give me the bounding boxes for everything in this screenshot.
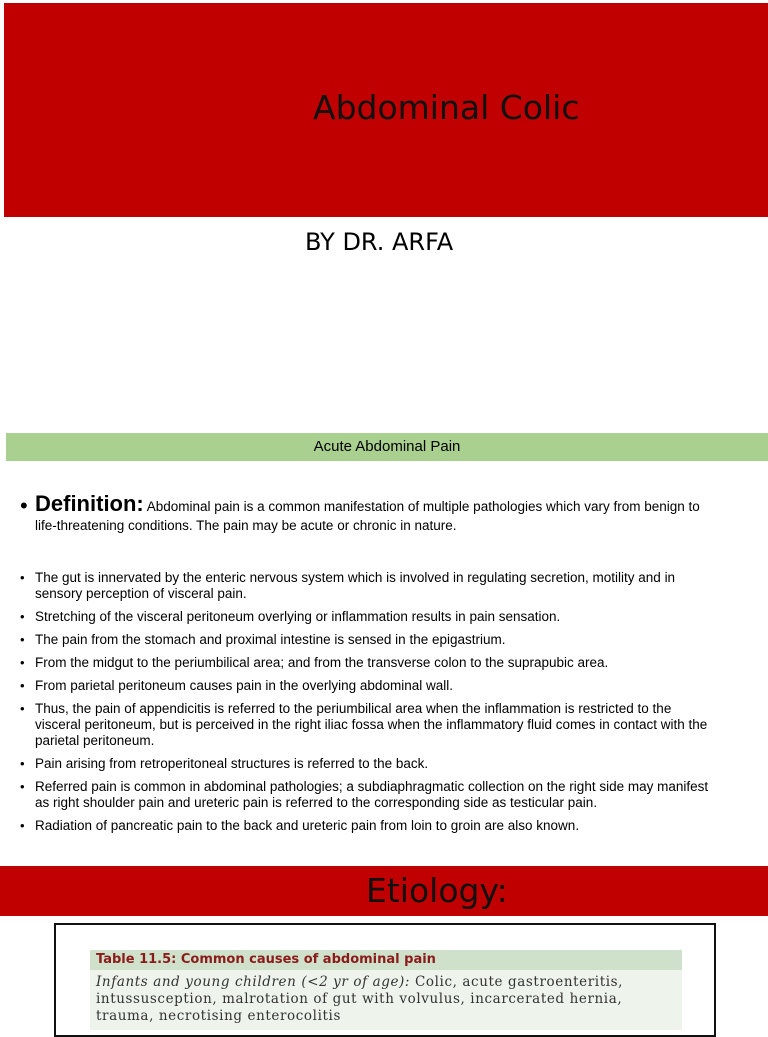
list-item: • Stretching of the visceral peritoneum overlying or inflammation results in pain sensation. — [20, 609, 710, 625]
list-item: • Referred pain is common in abdominal pathologies; a subdiaphragmatic collection on the right side may manifest as right shoulder pain and ureteric pain is referred to the corresponding side as testicular pain. — [20, 779, 710, 811]
list-item: • The pain from the stomach and proximal intestine is sensed in the epigastrium. — [20, 632, 710, 648]
section-header-bar — [6, 433, 768, 461]
table-row-text: Colic, acute gastroenteritis, intussusception, malrotation of gut with volvulus, incarcerated hernia, trauma, necrotising enterocolitis — [96, 974, 624, 1024]
table-row — [96, 974, 680, 1025]
bullet-list — [20, 570, 710, 841]
definition-paragraph — [35, 491, 720, 535]
table-row-label: Infants and young children (<2 yr of age): — [96, 974, 411, 990]
definition-label: Definition: — [35, 491, 144, 516]
slide-title: Abdominal Colic — [313, 88, 580, 127]
table-image — [54, 923, 716, 1037]
definition-block — [20, 491, 720, 535]
list-item: • Thus, the pain of appendicitis is referred to the periumbilical area when the inflammation is restricted to the visceral peritoneum, but is perceived in the right iliac fossa when the inflammatory fluid comes in contact with the parietal peritoneum. — [20, 701, 710, 749]
list-item: • Pain arising from retroperitoneal structures is referred to the back. — [20, 756, 710, 772]
author-line: BY DR. ARFA — [305, 228, 454, 256]
bullet-icon: • — [20, 493, 28, 518]
list-item: • From parietal peritoneum causes pain in the overlying abdominal wall. — [20, 678, 710, 694]
definition-text: Abdominal pain is a common manifestation of multiple pathologies which vary from benign to life-threatening conditions. The pain may be acute or chronic in nature. — [35, 499, 700, 533]
etiology-banner — [0, 866, 768, 916]
list-item: • The gut is innervated by the enteric nervous system which is involved in regulating secretion, motility and in sensory perception of visceral pain. — [20, 570, 710, 602]
list-item: • Radiation of pancreatic pain to the back and ureteric pain from loin to groin are also known. — [20, 818, 710, 834]
table-caption: Table 11.5: Common causes of abdominal pain — [90, 950, 682, 970]
etiology-title: Etiology: — [366, 871, 508, 910]
section-header-text: Acute Abdominal Pain — [313, 438, 461, 455]
list-item: • From the midgut to the periumbilical area; and from the transverse colon to the suprapubic area. — [20, 655, 710, 671]
